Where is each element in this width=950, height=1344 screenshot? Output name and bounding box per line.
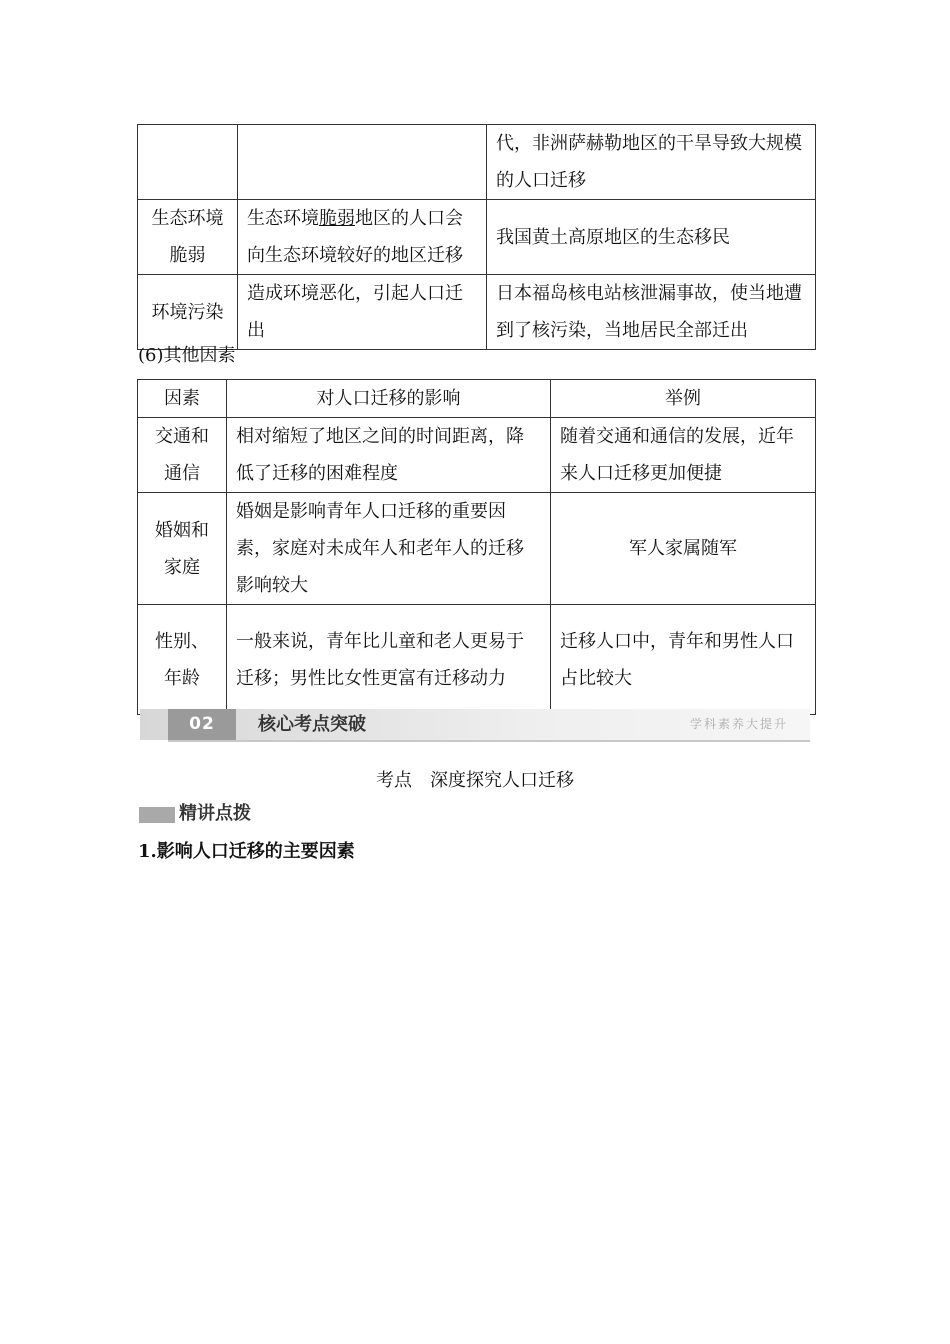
factor-cell: 交通和通信 <box>138 418 227 493</box>
jingjiang-label: 精讲点拨 <box>179 803 251 824</box>
example-cell: 随着交通和通信的发展，近年来人口迁移更加便捷 <box>551 418 816 493</box>
impact-text: 生态环境 <box>247 208 319 229</box>
impact-cell: 相对缩短了地区之间的时间距离，降低了迁移的困难程度 <box>227 418 551 493</box>
factor-cell: 性别、年龄 <box>138 605 227 715</box>
impact-cell <box>238 125 487 200</box>
example-cell: 军人家属随军 <box>551 493 816 605</box>
header-cell: 因素 <box>138 380 227 418</box>
factor-cell: 婚姻和家庭 <box>138 493 227 605</box>
table-header-row <box>138 380 816 418</box>
header-cell: 举例 <box>551 380 816 418</box>
impact-text: 地区的人口会向生态环境较好的地区迁移 <box>247 208 463 266</box>
impact-underlined-text: 脆弱 <box>319 208 355 229</box>
other-factors-table <box>137 379 816 715</box>
section-number: 02 <box>168 709 236 740</box>
table-row <box>138 200 816 275</box>
example-cell: 迁移人口中，青年和男性人口占比较大 <box>551 605 816 715</box>
heading-marker <box>139 807 175 823</box>
factor-cell: 生态环境脆弱 <box>138 200 238 275</box>
table-row <box>138 125 816 200</box>
table-row <box>138 418 816 493</box>
impact-cell <box>238 200 487 275</box>
example-cell: 代，非洲萨赫勒地区的干旱导致大规模的人口迁移 <box>487 125 816 200</box>
banner-underline <box>168 740 810 742</box>
section-title: 核心考点突破 <box>258 714 366 735</box>
factor-cell <box>138 125 238 200</box>
header-cell: 对人口迁移的影响 <box>227 380 551 418</box>
section-subtitle: 学科素养大提升 <box>689 717 788 731</box>
impact-cell: 婚姻是影响青年人口迁移的重要因素，家庭对未成年人和老年人的迁移影响较大 <box>227 493 551 605</box>
table-row <box>138 275 816 350</box>
kaodian-heading: 考点 深度探究人口迁移 <box>376 770 574 791</box>
point-heading: 1.影响人口迁移的主要因素 <box>138 841 355 862</box>
impact-cell: 一般来说，青年比儿童和老人更易于迁移；男性比女性更富有迁移动力 <box>227 605 551 715</box>
example-cell: 我国黄土高原地区的生态移民 <box>487 200 816 275</box>
impact-cell: 造成环境恶化，引起人口迁出 <box>238 275 487 350</box>
table-row <box>138 605 816 715</box>
example-cell: 日本福岛核电站核泄漏事故，使当地遭到了核污染，当地居民全部迁出 <box>487 275 816 350</box>
table-row <box>138 493 816 605</box>
environment-factors-table <box>137 124 816 350</box>
other-factors-heading: (6)其他因素 <box>138 345 236 366</box>
section-banner <box>140 709 810 742</box>
factor-cell: 环境污染 <box>138 275 238 350</box>
